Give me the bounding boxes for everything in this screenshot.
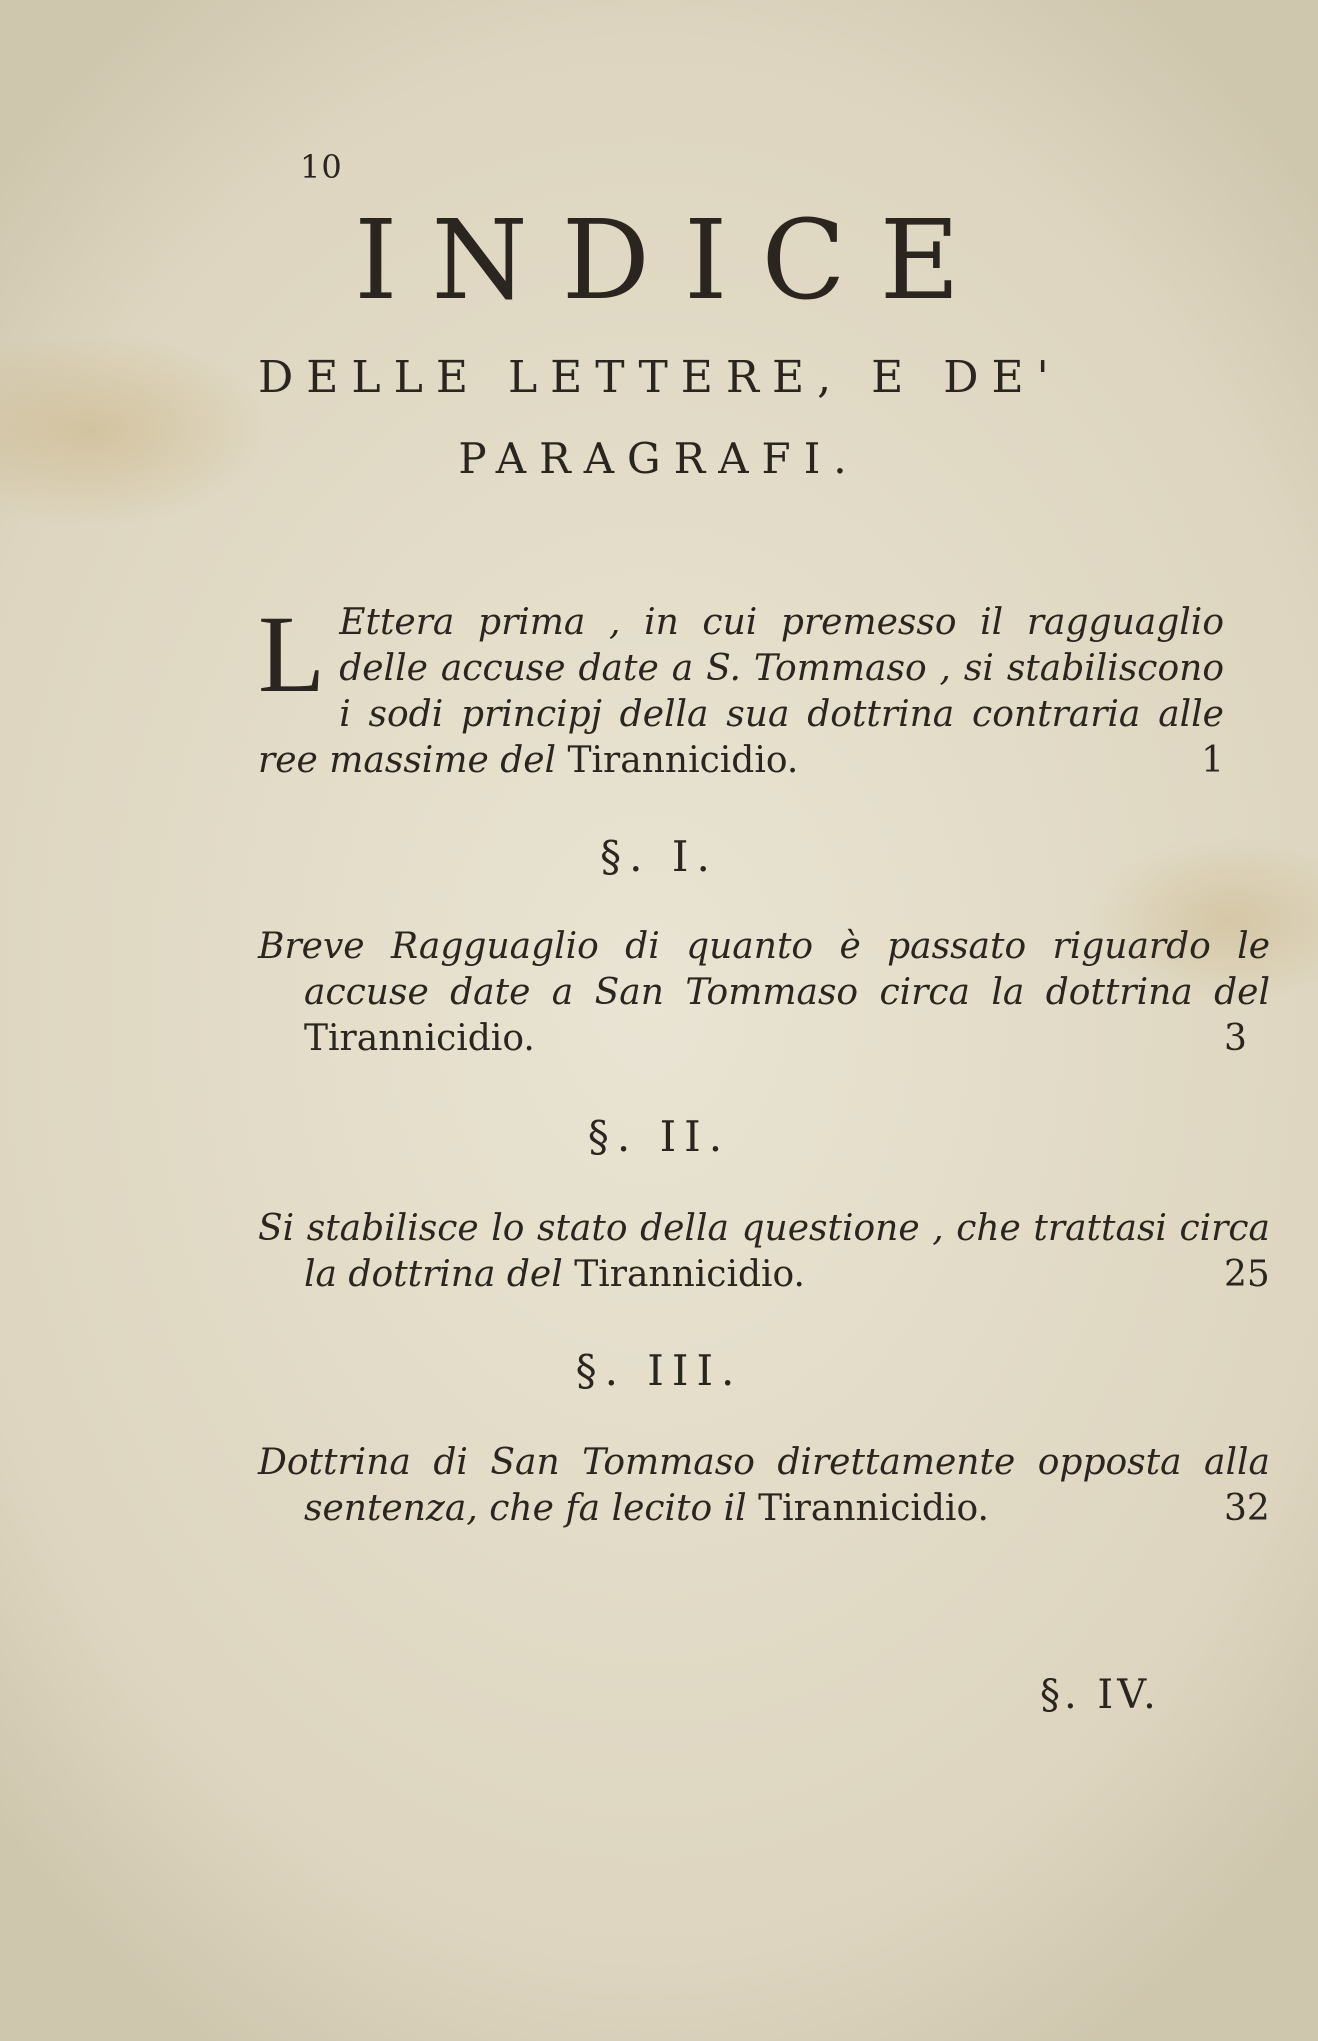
index-entry-section-two: Si stabilisce lo stato della questione , che trattasi circa la dottrina del Tirannicidio. 25 <box>258 1208 1270 1295</box>
subtitle-line-2: PARAGRAFI. <box>458 434 860 483</box>
section-heading-1: §. I. <box>600 832 718 881</box>
entry-text: Dottrina di San Tommaso direttamente opposta alla sentenza, che fa lecito il <box>258 1442 1270 1529</box>
drop-cap: L <box>258 593 326 715</box>
page-number: 10 <box>300 148 343 186</box>
index-entry-section-one: Breve Ragguaglio di quanto è passato riguardo le accuse date a San Tommaso circa la dottrina del Tirannicidio. 3 <box>258 926 1270 1059</box>
index-entry-letter-one <box>258 593 1224 784</box>
entry-keyword: Tirannicidio. <box>567 740 799 781</box>
entry-text: Ettera prima , in cui premesso il ragguaglio delle accuse date a S. Tommaso , si stabiliscono i sodi principj della sua dottrina contraria alle ree massime del <box>258 602 1224 781</box>
entry-keyword: Tirannicidio. <box>574 1254 806 1295</box>
page-title: INDICE <box>354 196 994 324</box>
entry-keyword: Tirannicidio. <box>758 1488 989 1529</box>
entry-text: Si stabilisce lo stato della questione , che trattasi circa la dottrina del <box>258 1208 1270 1295</box>
section-heading-3: §. III. <box>575 1346 743 1395</box>
catchword: §. IV. <box>1040 1672 1160 1718</box>
index-entry-section-three: Dottrina di San Tommaso direttamente opposta alla sentenza, che fa lecito il Tirannicidio. 32 <box>258 1442 1270 1529</box>
entry-page-number: 1 <box>1201 740 1224 781</box>
entry-keyword: Tirannicidio. <box>304 1018 535 1059</box>
subtitle-line-1: DELLE LETTERE, E DE' <box>258 352 1062 403</box>
entry-text: Breve Ragguaglio di quanto è passato riguardo le accuse date a San Tommaso circa la dottrina del <box>258 926 1270 1013</box>
section-heading-2: §. II. <box>587 1112 731 1161</box>
